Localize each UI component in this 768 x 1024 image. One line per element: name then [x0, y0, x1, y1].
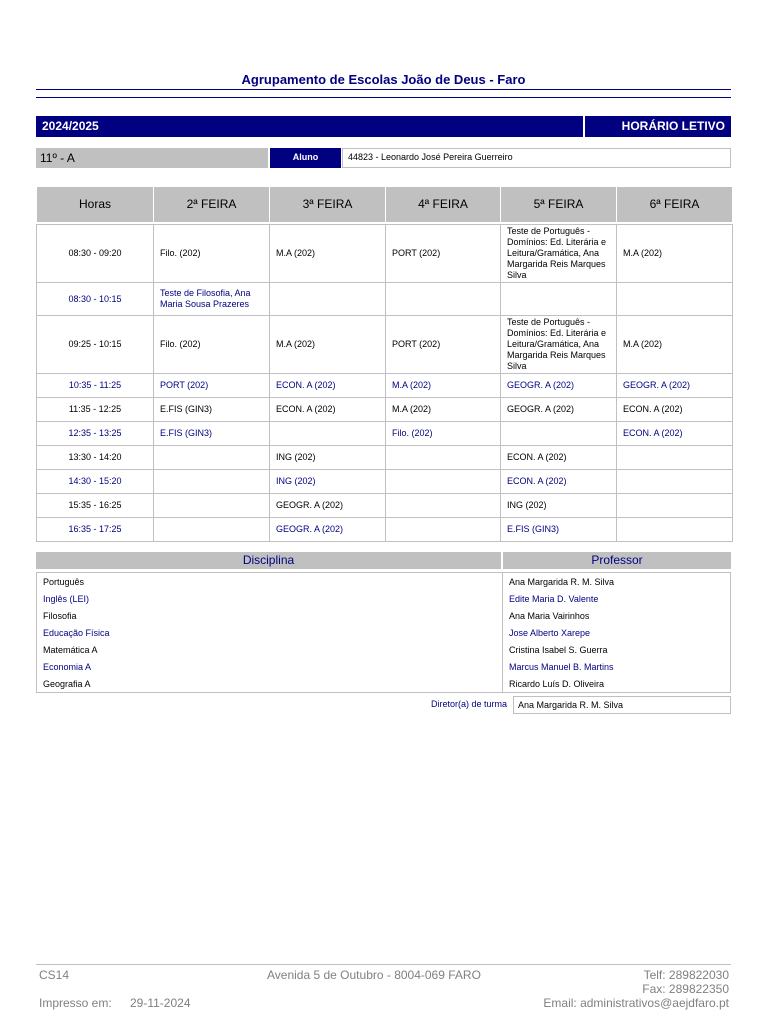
lesson-cell [386, 283, 501, 316]
list-item [37, 641, 730, 658]
lesson-cell [386, 446, 501, 470]
lesson-cell [386, 518, 501, 542]
professor-header: Professor [503, 552, 731, 569]
professor-name: Ana Margarida R. M. Silva [509, 577, 615, 587]
lesson-cell [386, 494, 501, 518]
lesson-cell [501, 422, 617, 446]
lesson-cell: Filo. (202) [154, 316, 270, 374]
list-item [37, 590, 730, 607]
discipline-name: Português [43, 577, 85, 587]
list-item [37, 607, 730, 624]
lesson-cell: M.A (202) [386, 374, 501, 398]
discipline-name: Matemática A [43, 645, 98, 655]
hours-cell: 12:35 - 13:25 [37, 422, 154, 446]
lesson-cell [154, 518, 270, 542]
lesson-cell [617, 494, 733, 518]
lesson-cell: M.A (202) [270, 316, 386, 374]
lesson-cell: E.FIS (GIN3) [154, 398, 270, 422]
table-row [37, 283, 733, 316]
lesson-cell: PORT (202) [386, 316, 501, 374]
hours-cell: 11:35 - 12:25 [37, 398, 154, 422]
lesson-cell: Teste de Português - Domínios: Ed. Literária e Leitura/Gramática, Ana Margarida Reis Marques Silva [501, 225, 617, 283]
col-header-friday: 6ª FEIRA [617, 187, 733, 222]
lesson-cell: E.FIS (GIN3) [501, 518, 617, 542]
hours-cell: 09:25 - 10:15 [37, 316, 154, 374]
lesson-cell: ECON. A (202) [617, 422, 733, 446]
discipline-header: Disciplina [36, 552, 501, 569]
school-title: Agrupamento de Escolas João de Deus - Faro [241, 72, 526, 87]
col-header-hours: Horas [37, 187, 154, 222]
professor-name: Edite Maria D. Valente [509, 594, 599, 604]
professor-name: Ana Maria Vairinhos [509, 611, 590, 621]
schedule-type: HORÁRIO LETIVO [585, 116, 731, 137]
table-row [37, 225, 733, 283]
class-name: 11º - A [36, 148, 268, 168]
lesson-cell: Teste de Filosofia, Ana Maria Sousa Prazeres [154, 283, 270, 316]
lesson-cell: Filo. (202) [386, 422, 501, 446]
professor-name: Cristina Isabel S. Guerra [509, 645, 608, 655]
col-header-monday: 2ª FEIRA [154, 187, 270, 222]
lesson-cell: GEOGR. A (202) [501, 398, 617, 422]
lesson-cell: ECON. A (202) [270, 398, 386, 422]
lesson-cell: ING (202) [270, 470, 386, 494]
lesson-cell: M.A (202) [386, 398, 501, 422]
lesson-cell [617, 470, 733, 494]
schedule-header-row [37, 187, 733, 222]
lesson-cell [270, 422, 386, 446]
lesson-cell [617, 283, 733, 316]
professor-name: Ricardo Luís D. Oliveira [509, 679, 605, 689]
discipline-name: Filosofia [43, 611, 77, 621]
footer-fax: Fax: 289822350 [642, 982, 729, 996]
footer-tel: Telf: 289822030 [643, 968, 729, 982]
table-row [37, 398, 733, 422]
discipline-name: Geografia A [43, 679, 91, 689]
discipline-name: Educação Física [43, 628, 110, 638]
lesson-cell: ING (202) [270, 446, 386, 470]
list-item [37, 658, 730, 675]
director-value: Ana Margarida R. M. Silva [513, 696, 731, 714]
schedule-table [36, 186, 733, 542]
lesson-cell: PORT (202) [386, 225, 501, 283]
lesson-cell: ECON. A (202) [501, 470, 617, 494]
column-divider [502, 572, 503, 693]
lesson-cell [617, 446, 733, 470]
discipline-list [36, 572, 731, 693]
footer-printed-label: Impresso em: [39, 996, 112, 1010]
table-row [37, 470, 733, 494]
hours-cell: 16:35 - 17:25 [37, 518, 154, 542]
discipline-name: Economia A [43, 662, 92, 672]
lesson-cell: Teste de Português - Domínios: Ed. Literária e Leitura/Gramática, Ana Margarida Reis Marques Silva [501, 316, 617, 374]
title-rule-bottom [36, 97, 731, 98]
lesson-cell [154, 494, 270, 518]
lesson-cell: ECON. A (202) [617, 398, 733, 422]
hours-cell: 08:30 - 09:20 [37, 225, 154, 283]
lesson-cell [154, 446, 270, 470]
lesson-cell: M.A (202) [270, 225, 386, 283]
table-row [37, 316, 733, 374]
list-item [37, 675, 730, 692]
hours-cell: 14:30 - 15:20 [37, 470, 154, 494]
lesson-cell: GEOGR. A (202) [501, 374, 617, 398]
title-rule-top [36, 89, 731, 90]
professor-name: Jose Alberto Xarepe [509, 628, 591, 638]
director-label: Diretor(a) de turma [430, 699, 507, 709]
hours-cell: 08:30 - 10:15 [37, 283, 154, 316]
lesson-cell: GEOGR. A (202) [270, 518, 386, 542]
discipline-name: Inglês (LEI) [43, 594, 90, 604]
lesson-cell: M.A (202) [617, 225, 733, 283]
lesson-cell [270, 283, 386, 316]
lesson-cell: ING (202) [501, 494, 617, 518]
lesson-cell: GEOGR. A (202) [270, 494, 386, 518]
footer-address: Avenida 5 de Outubro - 8004-069 FARO [267, 968, 481, 982]
hours-cell: 13:30 - 14:20 [37, 446, 154, 470]
lesson-cell [501, 283, 617, 316]
student-label: Aluno [270, 148, 341, 168]
footer-code: CS14 [39, 968, 70, 982]
lesson-cell: Filo. (202) [154, 225, 270, 283]
lesson-cell: PORT (202) [154, 374, 270, 398]
col-header-tuesday: 3ª FEIRA [270, 187, 386, 222]
footer-printed-date: 29-11-2024 [130, 996, 191, 1010]
table-row [37, 374, 733, 398]
lesson-cell: ECON. A (202) [270, 374, 386, 398]
professor-name: Marcus Manuel B. Martins [509, 662, 614, 672]
col-header-wednesday: 4ª FEIRA [386, 187, 501, 222]
table-row [37, 494, 733, 518]
hours-cell: 10:35 - 11:25 [37, 374, 154, 398]
hours-cell: 15:35 - 16:25 [37, 494, 154, 518]
lesson-cell [154, 470, 270, 494]
lesson-cell [617, 518, 733, 542]
lesson-cell: E.FIS (GIN3) [154, 422, 270, 446]
table-row [37, 518, 733, 542]
footer-rule [36, 964, 731, 965]
lesson-cell: GEOGR. A (202) [617, 374, 733, 398]
student-value: 44823 - Leonardo José Pereira Guerreiro [342, 148, 731, 168]
footer-email: Email: administrativos@aejdfaro.pt [543, 996, 729, 1010]
table-row [37, 446, 733, 470]
lesson-cell [386, 470, 501, 494]
list-item [37, 573, 730, 590]
lesson-cell: ECON. A (202) [501, 446, 617, 470]
school-year: 2024/2025 [36, 116, 583, 137]
table-row [37, 422, 733, 446]
list-item [37, 624, 730, 641]
col-header-thursday: 5ª FEIRA [501, 187, 617, 222]
lesson-cell: M.A (202) [617, 316, 733, 374]
